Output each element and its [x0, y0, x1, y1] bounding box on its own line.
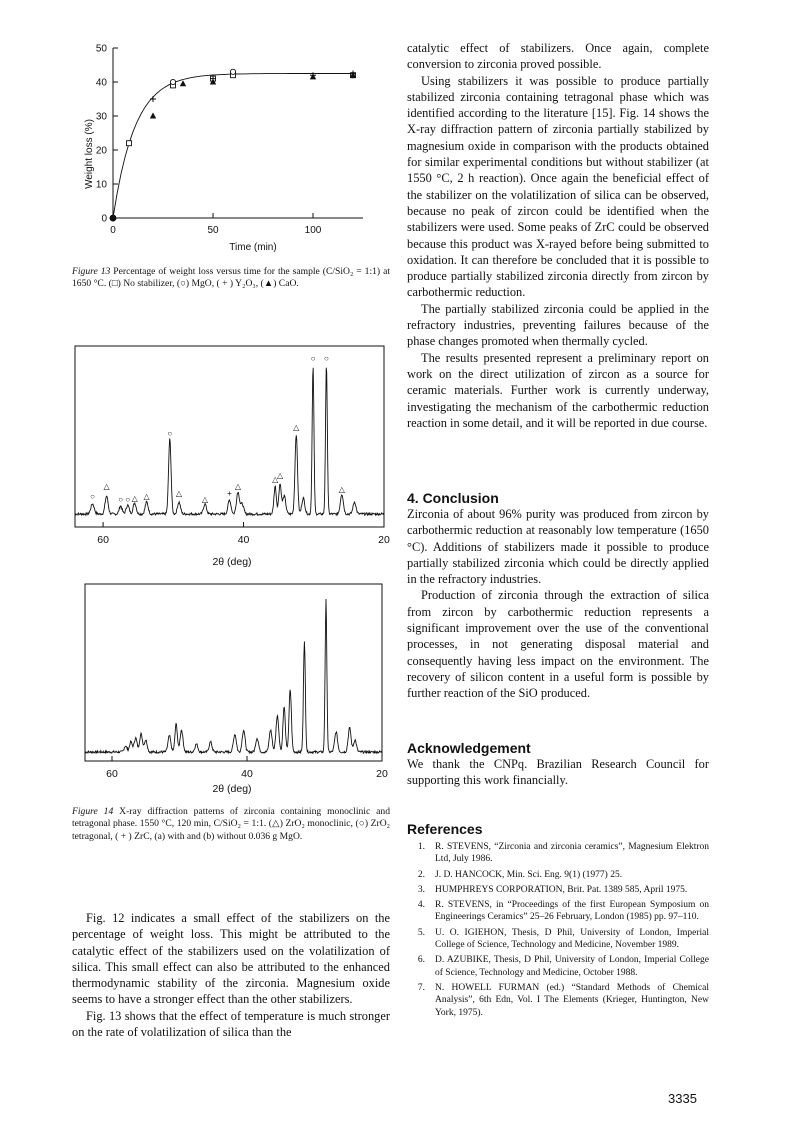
left-paragraph-1: Fig. 12 indicates a small effect of the stabilizers on the percentage of weight loss. This might be attributed to the catalytic effect of the stabilizers used on the volatilization of silica. This small effect can also be attributed to the enhanced thermodynamic stability of the zirconia. Magnesium oxide seems to have a stronger effect than the other stabilizers. [72, 911, 390, 1007]
right-body-text [407, 40, 709, 431]
fig13-ytick-label: 40 [95, 77, 107, 89]
left-paragraph-2: Fig. 13 shows that the effect of temperature is much stronger on the rate of volatilization of silica than the [72, 1008, 390, 1040]
reference-item: 5. U. O. IGIEHON, Thesis, D Phil, University of London, Imperial College of Science, Technology and Medicine, November 1989. [417, 927, 709, 951]
fig14a-peak-marker-circle: ○ [323, 354, 329, 363]
right-paragraph-0: catalytic effect of stabilizers. Once again, complete conversion to zirconia proved possible. [407, 41, 709, 72]
left-body-text [72, 910, 390, 1040]
fig13-ytick-label: 10 [95, 179, 107, 191]
right-paragraph-1: Using stabilizers it was possible to produce partially stabilized zirconia containing tetragonal phase which was identified according to the literature [15]. Fig. 14 shows the X-ray diffraction pattern of zirconia partially stabilized by magnesium oxide in comparison with the products obtained for similar experimental conditions but without stabilizer (at 1550 °C, 2 h reaction). Once again the beneficial effect of the stabilizer on the volatilization of silica can be observed, because no peak of zircon could be identified when the stabilizers were used. Some peaks of ZrC could be observed because this product was X-rayed before being submitted to oxidation. It can therefore be concluded that it is possible to produce partially stabilized zirconia directly from zircon by carbothermic reduction. [407, 73, 709, 300]
fig14b-chart [72, 582, 392, 797]
fig13-chart [75, 40, 375, 258]
acknowledgement-text: We thank the CNPq. Brazilian Research Council for supporting this work financially. [407, 757, 709, 788]
fig14-caption-label: Figure 14 [72, 806, 114, 817]
fig14a-peak-marker-triangle: △ [103, 482, 110, 491]
fig14a-xtick-label: 20 [378, 534, 390, 546]
fig14a-peak-marker-triangle: △ [201, 495, 208, 504]
acknowledgement-heading: Acknowledgement [407, 740, 531, 756]
fig14a-xtick-label: 60 [97, 534, 109, 546]
fig14a-peak-marker-triangle: △ [143, 492, 150, 501]
fig13-xtick-label: 0 [110, 225, 116, 236]
fig14a-peak-marker-triangle: △ [175, 489, 183, 498]
fig13-point [110, 215, 116, 221]
conclusion-section [407, 490, 709, 702]
fig13-point-square [127, 141, 132, 146]
fig14a-peak-marker-circle: ○ [90, 492, 95, 501]
fig14-caption-text: X-ray diffraction patterns of zirconia containing monoclinic and tetragonal phase. 1550 °C, 120 min, C/SiO₂ = 1:1. (△) ZrO₂ monoclinic, (○) ZrO₂ tetragonal, ( + ) ZrC, (a) with and (b) without 0.036 g MgO. [72, 806, 390, 842]
reference-item: 6. D. AZUBIKE, Thesis, D Phil, University of London, Imperial College of Science, Technology and Medicine, October 1988. [417, 955, 709, 978]
fig13-caption-text: Percentage of weight loss versus time for the sample (C/SiO₂ = 1:1) at 1650 °C. (□) No stabilizer, (○) MgO, ( + ) Y₂O₃, (▲) CaO. [72, 266, 391, 290]
fig14a-peak-marker-circle: ○ [167, 429, 173, 438]
fig13-xlabel: Time (min) [229, 242, 277, 253]
fig14a-peak-marker-triangle: △ [338, 485, 345, 494]
right-paragraph-3: The results presented represent a preliminary report on work on the direct utilization of zircon as a source for ceramic materials. Further work is currently underway, investigating the mechanism of the carbothermic reduction reaction in some detail, and it will be reported in due course. [407, 350, 709, 430]
fig14a-peak-marker-triangle: △ [131, 494, 138, 503]
fig14b-xlabel: 2θ (deg) [212, 783, 252, 795]
fig14a-peak-marker-triangle: △ [234, 482, 242, 491]
fig14-caption [72, 806, 390, 843]
fig13-point-plus [150, 96, 156, 102]
fig13-ylabel: Weight loss (%) [84, 119, 95, 189]
references-heading: References [407, 821, 483, 837]
fig13-ytick-label: 50 [95, 43, 107, 55]
fig13-point-triangle [310, 73, 316, 79]
fig13-point-triangle [150, 113, 156, 119]
fig13-ytick-label: 0 [101, 213, 107, 225]
reference-item: 2. J. D. HANCOCK, Min. Sci. Eng. 9(1) (1977) 25. [417, 869, 623, 880]
references-list [407, 841, 709, 1019]
reference-item: 4. R. STEVENS, in “Proceedings of the first European Symposium on Engineerings Ceramics” 25–26 February, London (1985) pp. 97–110. [417, 900, 709, 923]
fig13-caption [72, 266, 390, 291]
acknowledgement-section [407, 740, 709, 789]
conclusion-heading: 4. Conclusion [407, 490, 499, 506]
fig14a-peak-marker-circle: ○ [118, 495, 124, 504]
fig13-point-circle [230, 69, 235, 74]
fig13-caption-label: Figure 13 [72, 266, 111, 277]
fig14b-xtick-label: 60 [106, 768, 118, 780]
fig13-xtick-label: 50 [207, 225, 219, 236]
fig13-ytick-label: 30 [95, 111, 107, 123]
right-paragraph-2: The partially stabilized zirconia could be applied in the refractory industries, preventing failures because of the phase changes promoted when thermally cycled. [407, 301, 709, 349]
conclusion-paragraph-1: Zirconia of about 96% purity was produced from zircon by carbothermic reduction at reasonably low temperature (1650 °C). Additions of stabilizers made it possible to produce partially stabilized zirconia which could be directly applied in the refractory industries. [407, 507, 709, 587]
fig13-fit-curve [113, 74, 353, 219]
fig13-point-triangle [180, 80, 186, 86]
reference-item: 1. R. STEVENS, “Zirconia and zirconia ceramics”, Magnesium Elektron Ltd, July 1986. [417, 842, 709, 865]
fig14a-peak-marker-circle: ○ [125, 495, 131, 504]
page-number: 3335 [668, 1091, 697, 1106]
references-section [407, 821, 709, 1022]
fig13-point-circle [170, 79, 175, 84]
fig13-xtick-label: 100 [304, 225, 322, 236]
fig14b-xtick-label: 20 [376, 768, 388, 780]
fig14a-peak-marker-triangle: △ [272, 475, 279, 484]
reference-item: 7. N. HOWELL FURMAN (ed.) “Standard Methods of Chemical Analysis”, 6th Edn, Vol. I The Elements (Krieger, Huntington, New York, 1975). [417, 982, 709, 1018]
reference-item: 3. HUMPHREYS CORPORATION, Brit. Pat. 1389 585, April 1975. [417, 884, 688, 895]
fig14a-xlabel: 2θ (deg) [212, 556, 252, 568]
fig14a-peak-marker-triangle: △ [293, 423, 300, 432]
fig14a-peak-marker-plus: + [227, 489, 232, 498]
fig14a-chart [72, 344, 392, 572]
fig14a-xtick-label: 40 [237, 534, 250, 546]
fig14b-xtick-label: 40 [241, 768, 253, 780]
fig14a-peak-marker-triangle: △ [276, 471, 284, 480]
fig14a-peak-marker-circle: ○ [310, 354, 316, 363]
conclusion-paragraph-2: Production of zirconia through the extraction of silica from zircon by carbothermic reduction represents a significant improvement over the use of the conventional processes, in not generating disposal material and consequently having less impact on the environment. The recovery of silicon content in a useful form is possible by further reaction of the SiO produced. [407, 588, 709, 701]
fig13-ytick-label: 20 [95, 145, 107, 157]
